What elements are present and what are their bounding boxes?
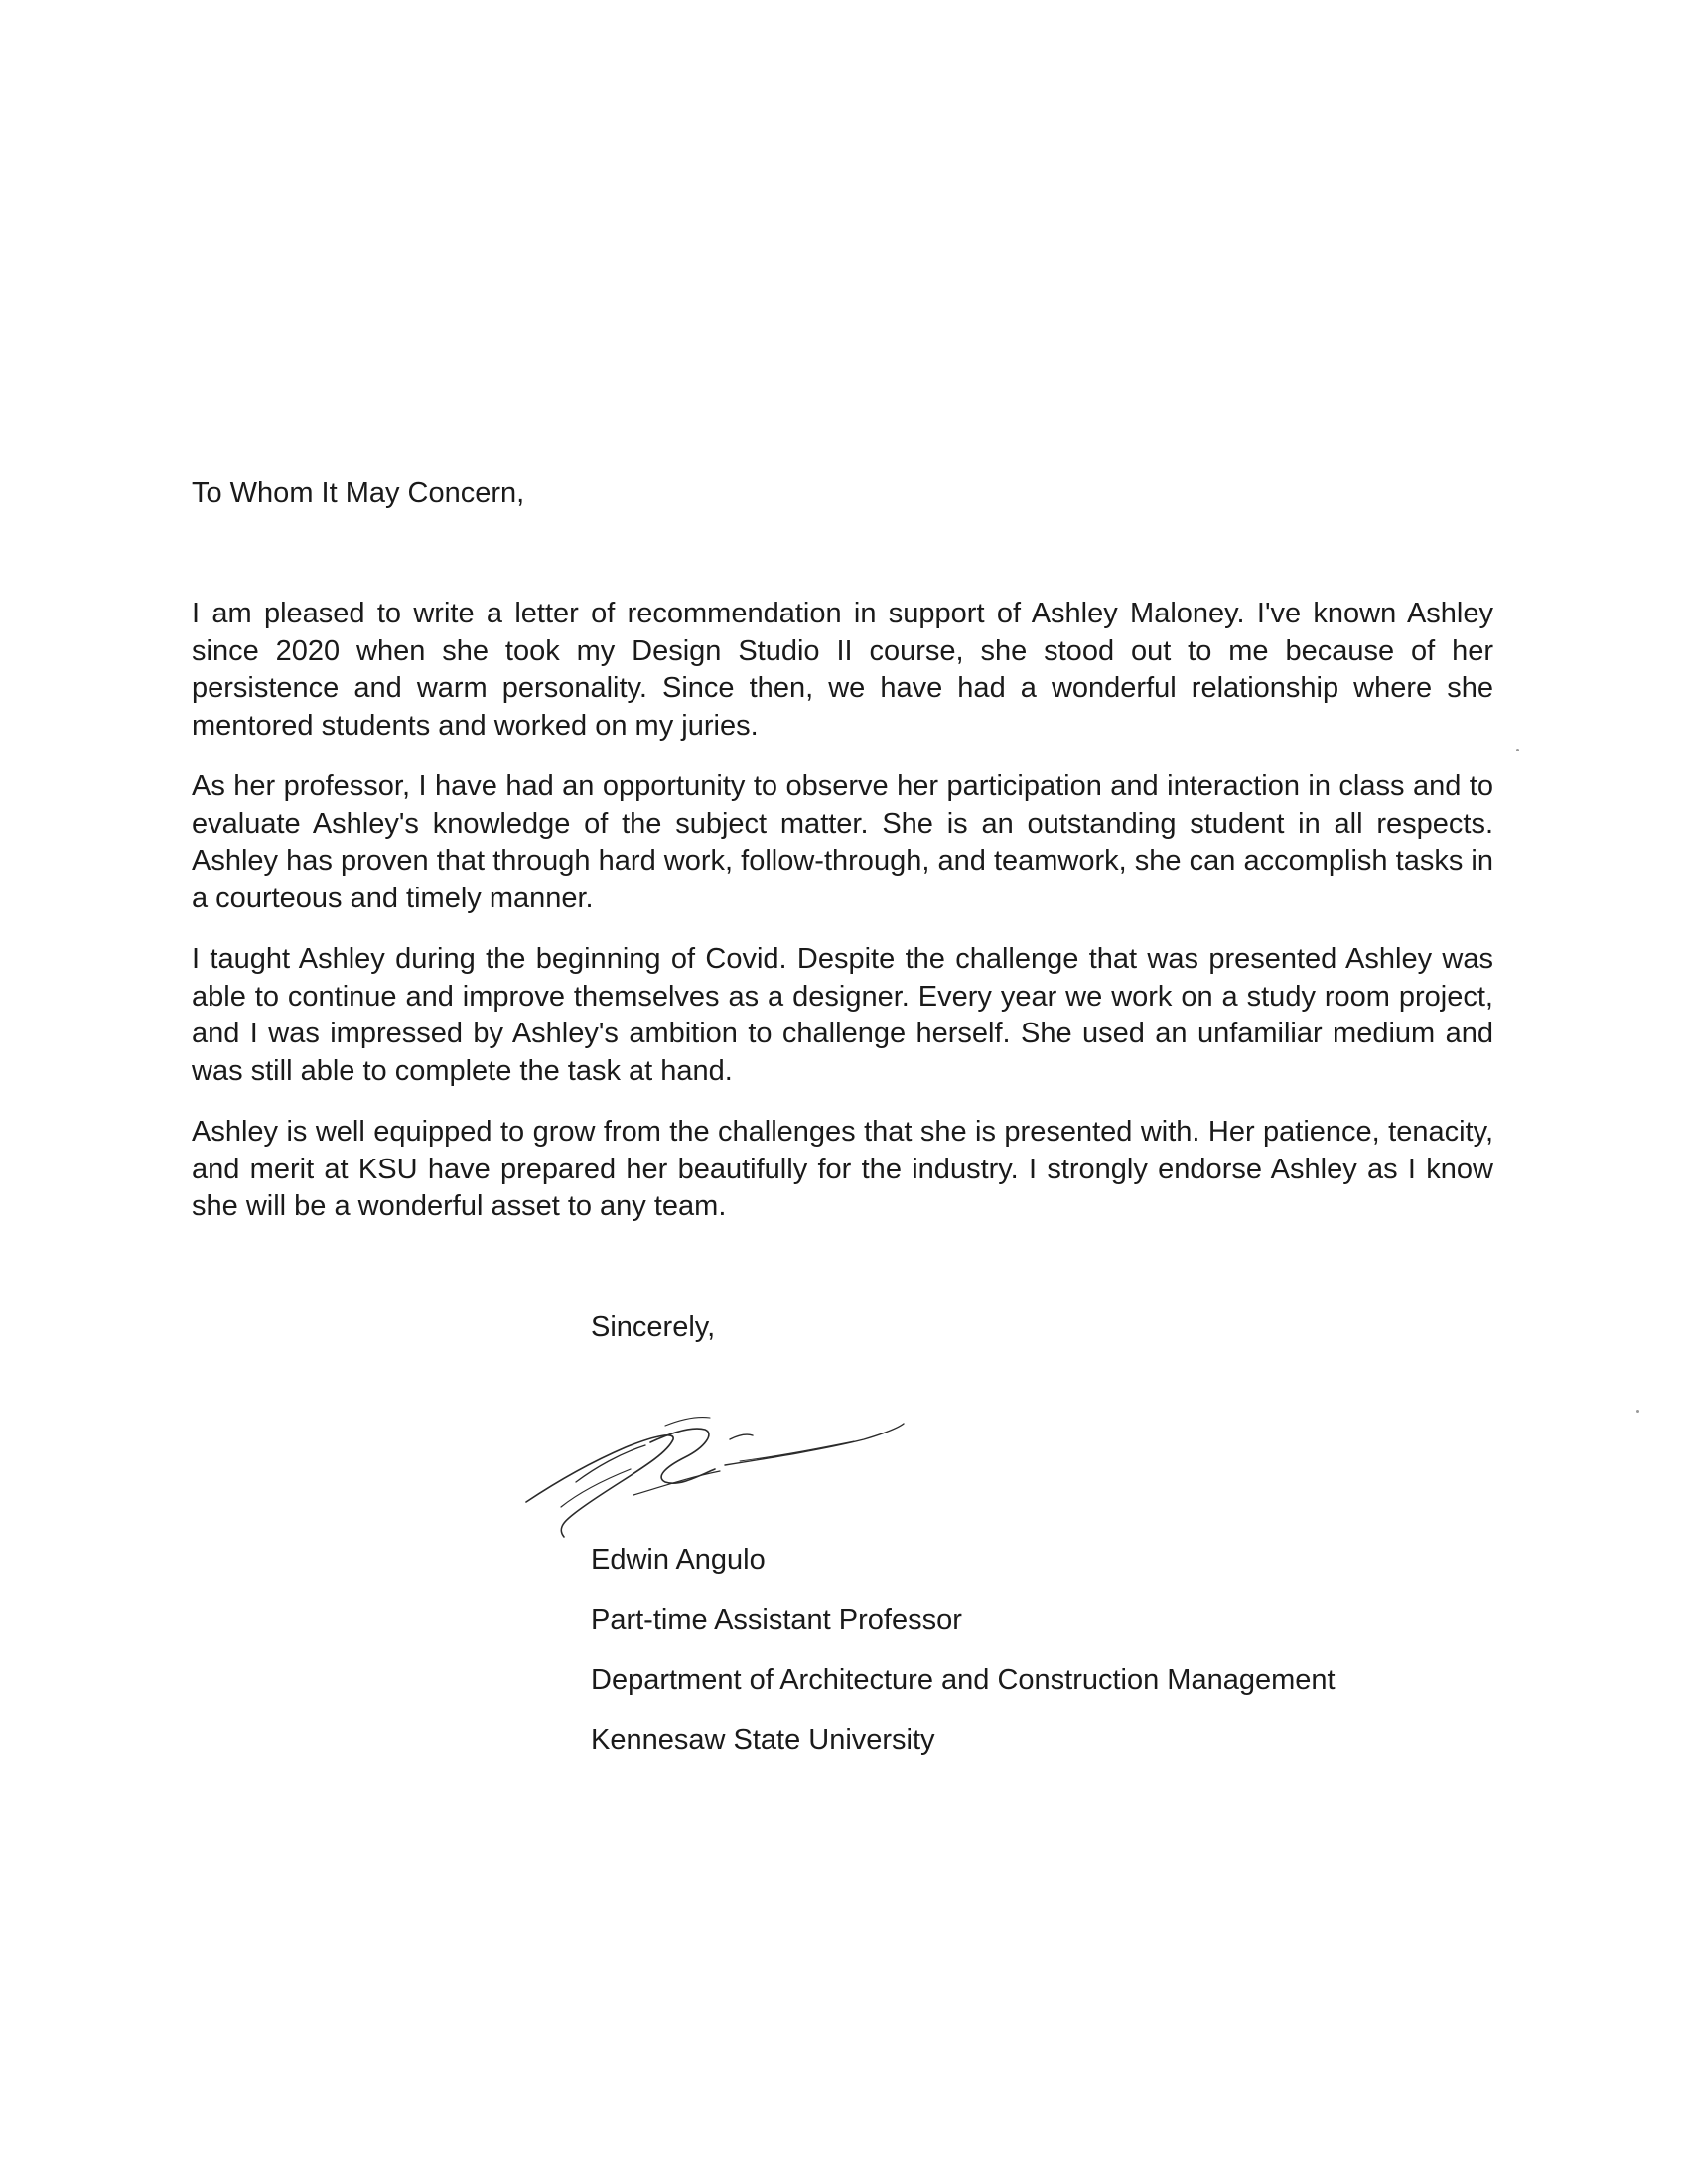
signer-block [591,1541,1336,1781]
closing: Sincerely, [591,1311,716,1343]
signer-title: Part-time Assistant Professor [591,1603,962,1636]
salutation: To Whom It May Concern, [192,478,525,509]
letter-body [192,596,1493,1250]
scan-speck [1516,749,1519,751]
paragraph-3: I taught Ashley during the beginning of Covid. Despite the challenge that was presented Ashley was able to continue and improve themselves as a designer. Every year we work on a study room project, and I was impressed by Ashley's ambition to challenge herself. She used an unfamiliar medium and was still able to complete the task at hand. [192,943,1493,1087]
signer-department: Department of Architecture and Construction Management [591,1664,1336,1696]
signer-name: Edwin Angulo [591,1544,766,1575]
scan-speck [1636,1410,1639,1413]
handwritten-signature [516,1388,943,1547]
paragraph-4: Ashley is well equipped to grow from the challenges that she is presented with. Her patience, tenacity, and merit at KSU have prepared her beautifully for the industry. I strongly endorse Ashley as I know she will be a wonderful asset to any team. [192,1116,1493,1222]
paragraph-2: As her professor, I have had an opportunity to observe her participation and interaction in class and to evaluate Ashley's knowledge of the subject matter. She is an outstanding student in all respects. Ashley has proven that through hard work, follow-through, and teamwork, she can accomplish tasks in a courteous and timely manner. [192,770,1493,914]
paragraph-1: I am pleased to write a letter of recommendation in support of Ashley Maloney. I've known Ashley since 2020 when she took my Design Studio II course, she stood out to me because of her persistence and warm personality. Since then, we have had a wonderful relationship where she mentored students and worked on my juries. [192,598,1493,742]
signer-institution: Kennesaw State University [591,1723,935,1756]
